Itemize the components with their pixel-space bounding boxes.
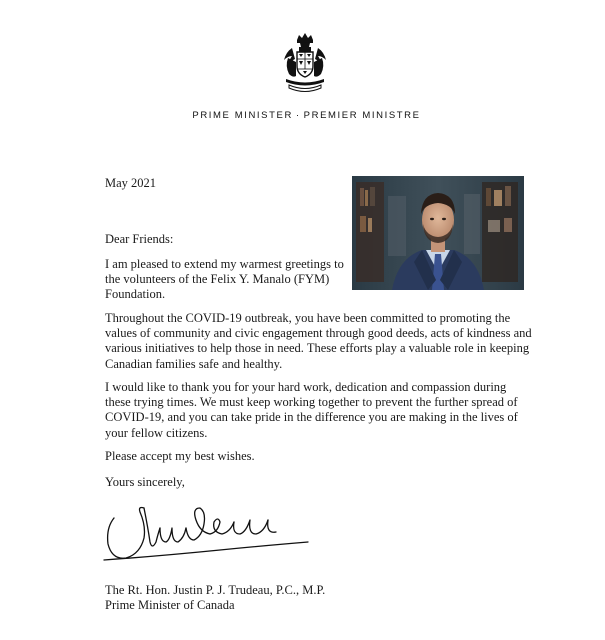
closing: Yours sincerely,	[105, 475, 185, 489]
signer-name: The Rt. Hon. Justin P. J. Trudeau, P.C., M.P.	[105, 583, 326, 597]
signature-icon	[100, 498, 315, 570]
canadian-coat-of-arms-icon	[280, 32, 330, 96]
salutation: Dear Friends:	[105, 232, 174, 246]
letter-paragraph: I am pleased to extend my warmest greetings to the volunteers of the Felix Y. Manalo (FYM) Foundation.	[105, 257, 344, 302]
letterhead-french: PREMIER MINISTRE	[303, 110, 421, 121]
portrait-photo	[352, 176, 524, 290]
letter-date: May 2021	[105, 176, 157, 190]
signer-title: Prime Minister of Canada	[105, 598, 235, 612]
letterhead-english: PRIME MINISTER	[192, 110, 293, 121]
letterhead-separator: ·	[295, 110, 301, 121]
letter-paragraph: Please accept my best wishes.	[105, 449, 255, 463]
letter-paragraph: Throughout the COVID-19 outbreak, you have been committed to promoting the values of community and civic engagement through good deeds, acts of kindness and various initiatives to help those in need. These efforts play a valuable role in keeping Canadian families safe and healthy.	[105, 311, 532, 371]
letterhead	[0, 110, 605, 121]
letter-paragraph: I would like to thank you for your hard work, dedication and compassion during these trying times. We must keep working together to prevent the further spread of COVID-19, and you can take pride in the difference you are making in the lives of your fellow citizens.	[105, 380, 518, 440]
